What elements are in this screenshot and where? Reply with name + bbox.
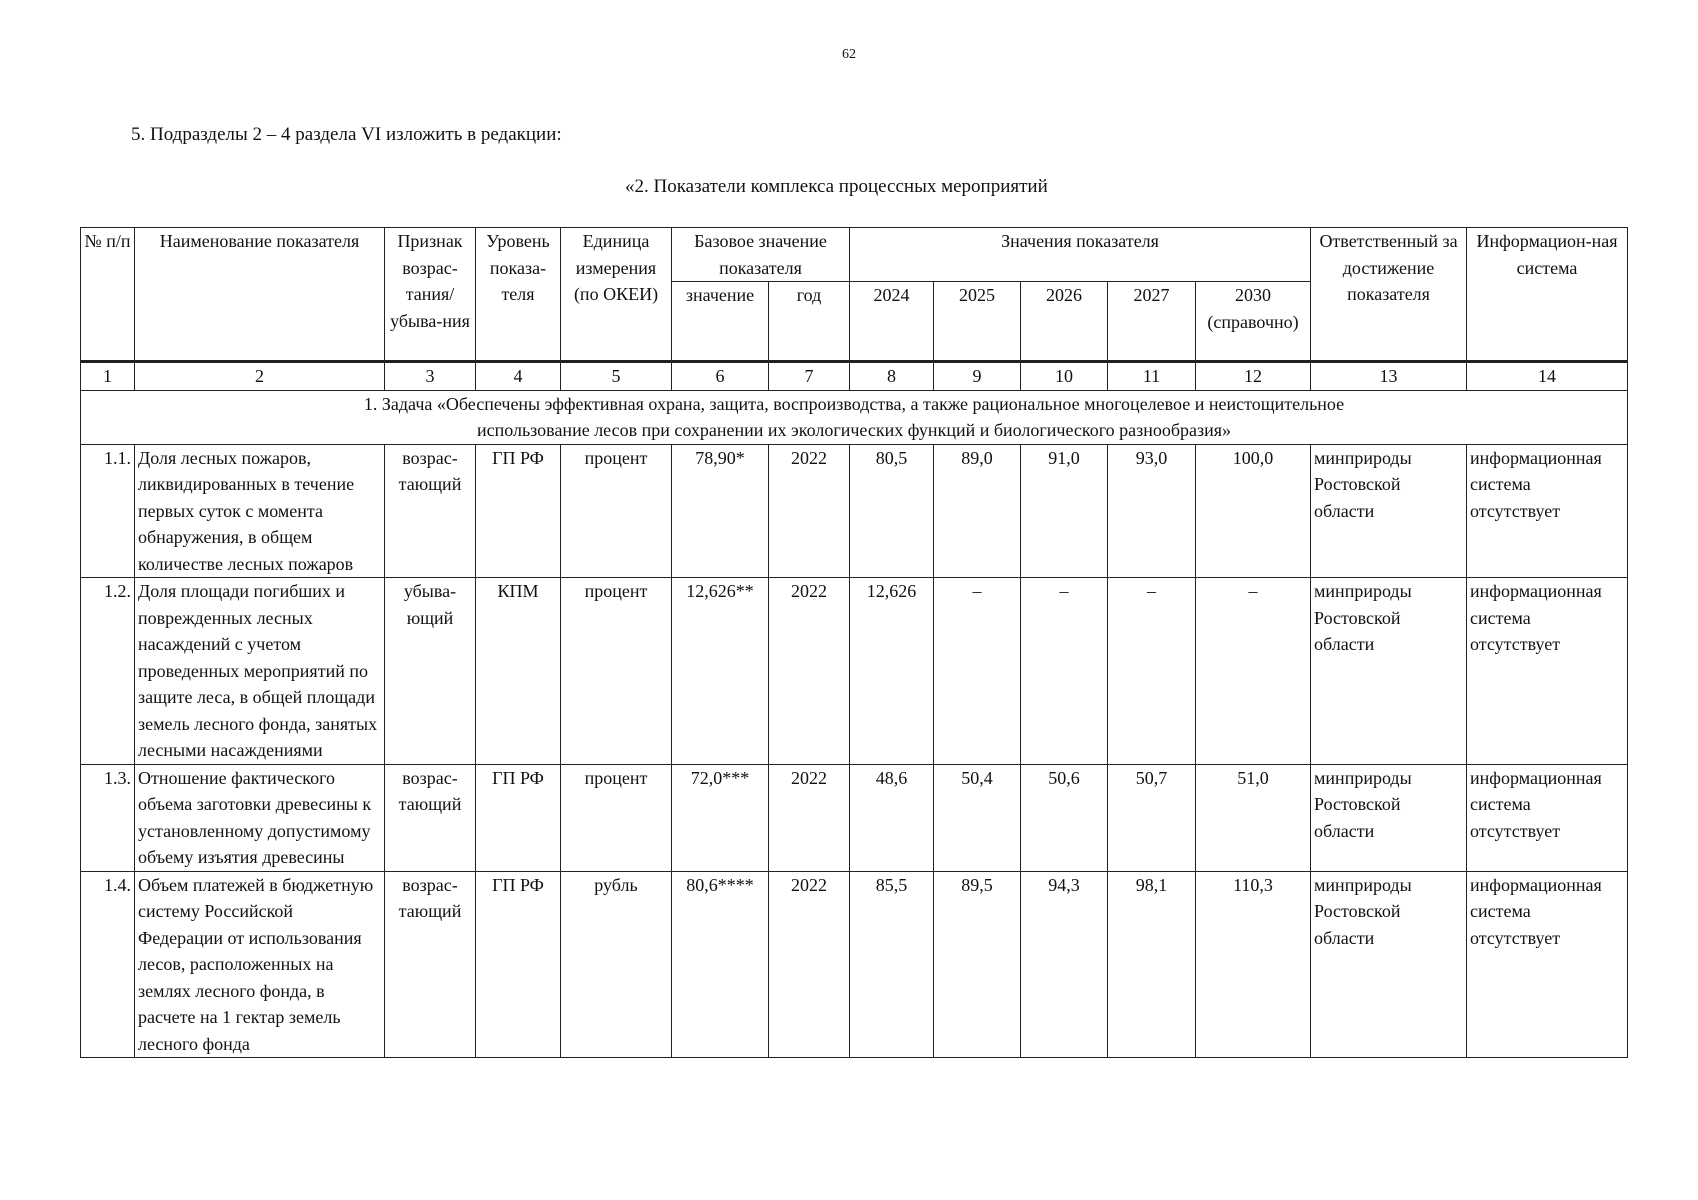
row-base-value: 72,0*** — [672, 764, 769, 871]
column-number: 13 — [1311, 362, 1467, 391]
row-value-2030: – — [1196, 578, 1311, 765]
row-num: 1.4. — [81, 871, 135, 1058]
header-sign: Признак возрас-тания/ убыва-ния — [385, 228, 476, 362]
row-base-value: 80,6**** — [672, 871, 769, 1058]
table-title: «2. Показатели комплекса процессных мероприятий — [625, 176, 1048, 197]
header-unit: Единица измерения (по ОКЕИ) — [561, 228, 672, 362]
row-value-2026: – — [1021, 578, 1108, 765]
row-value-2030: 51,0 — [1196, 764, 1311, 871]
column-number: 14 — [1467, 362, 1628, 391]
row-level: ГП РФ — [476, 764, 561, 871]
row-base-value: 12,626** — [672, 578, 769, 765]
row-value-2030: 100,0 — [1196, 444, 1311, 578]
row-value-2025: 89,0 — [934, 444, 1021, 578]
row-value-2024: 48,6 — [850, 764, 934, 871]
row-base-year: 2022 — [769, 578, 850, 765]
table-row — [81, 578, 1628, 765]
header-year: 2024 — [850, 282, 934, 362]
header-year: 2025 — [934, 282, 1021, 362]
row-value-2024: 12,626 — [850, 578, 934, 765]
column-number: 10 — [1021, 362, 1108, 391]
column-number: 3 — [385, 362, 476, 391]
row-unit: рубль — [561, 871, 672, 1058]
header-name: Наименование показателя — [135, 228, 385, 362]
row-sign: убыва-ющий — [385, 578, 476, 765]
row-unit: процент — [561, 578, 672, 765]
row-value-2030: 110,3 — [1196, 871, 1311, 1058]
header-level: Уровень показа-теля — [476, 228, 561, 362]
column-number: 5 — [561, 362, 672, 391]
header-base-value: значение — [672, 282, 769, 362]
table-row — [81, 764, 1628, 871]
row-base-year: 2022 — [769, 444, 850, 578]
row-value-2026: 91,0 — [1021, 444, 1108, 578]
row-value-2026: 50,6 — [1021, 764, 1108, 871]
header-num: № п/п — [81, 228, 135, 362]
row-info-system: информационная система отсутствует — [1467, 444, 1628, 578]
column-number: 1 — [81, 362, 135, 391]
row-name: Доля площади погибших и поврежденных лесных насаждений с учетом проведенных мероприятий по защите леса, в общей площади земель лесного фонда, занятых лесными насаждениями — [135, 578, 385, 765]
column-number: 9 — [934, 362, 1021, 391]
row-num: 1.3. — [81, 764, 135, 871]
row-value-2024: 85,5 — [850, 871, 934, 1058]
row-level: КПМ — [476, 578, 561, 765]
row-unit: процент — [561, 764, 672, 871]
column-number: 12 — [1196, 362, 1311, 391]
row-name: Объем платежей в бюджетную систему Российской Федерации от использования лесов, расположенных на землях лесного фонда, в расчете на 1 гектар земель лесного фонда — [135, 871, 385, 1058]
row-value-2027: 93,0 — [1108, 444, 1196, 578]
row-sign: возрас-тающий — [385, 764, 476, 871]
intro-text: 5. Подразделы 2 – 4 раздела VI изложить в редакции: — [131, 124, 562, 145]
row-value-2025: 50,4 — [934, 764, 1021, 871]
row-responsible: минприроды Ростовской области — [1311, 444, 1467, 578]
header-base-year: год — [769, 282, 850, 362]
header-year: 2030 (справочно) — [1196, 282, 1311, 362]
indicators-table — [80, 227, 1628, 1058]
row-value-2025: 89,5 — [934, 871, 1021, 1058]
header-row-1 — [81, 228, 1628, 282]
row-num: 1.1. — [81, 444, 135, 578]
header-info-system: Информацион-ная система — [1467, 228, 1628, 362]
row-responsible: минприроды Ростовской области — [1311, 764, 1467, 871]
row-info-system: информационная система отсутствует — [1467, 871, 1628, 1058]
row-value-2027: 50,7 — [1108, 764, 1196, 871]
row-responsible: минприроды Ростовской области — [1311, 578, 1467, 765]
row-name: Отношение фактического объема заготовки древесины к установленному допустимому объему изъятия древесины — [135, 764, 385, 871]
header-year: 2026 — [1021, 282, 1108, 362]
header-values: Значения показателя — [850, 228, 1311, 282]
row-unit: процент — [561, 444, 672, 578]
row-value-2027: 98,1 — [1108, 871, 1196, 1058]
table-row — [81, 444, 1628, 578]
row-value-2025: – — [934, 578, 1021, 765]
row-info-system: информационная система отсутствует — [1467, 764, 1628, 871]
row-base-year: 2022 — [769, 764, 850, 871]
column-number: 6 — [672, 362, 769, 391]
column-number: 8 — [850, 362, 934, 391]
header-responsible: Ответственный за достижение показателя — [1311, 228, 1467, 362]
row-value-2024: 80,5 — [850, 444, 934, 578]
row-base-value: 78,90* — [672, 444, 769, 578]
row-level: ГП РФ — [476, 871, 561, 1058]
task-text: 1. Задача «Обеспечены эффективная охрана, защита, воспроизводства, а также рациональное многоцелевое и неистощительное использование лесов при сохранении их экологических функций и биологического разнообразия» — [81, 390, 1628, 444]
column-number: 4 — [476, 362, 561, 391]
column-number: 11 — [1108, 362, 1196, 391]
row-base-year: 2022 — [769, 871, 850, 1058]
row-responsible: минприроды Ростовской области — [1311, 871, 1467, 1058]
column-number: 2 — [135, 362, 385, 391]
page-number: 62 — [842, 47, 856, 62]
row-level: ГП РФ — [476, 444, 561, 578]
row-value-2027: – — [1108, 578, 1196, 765]
row-sign: возрас-тающий — [385, 444, 476, 578]
row-num: 1.2. — [81, 578, 135, 765]
row-value-2026: 94,3 — [1021, 871, 1108, 1058]
row-sign: возрас-тающий — [385, 871, 476, 1058]
header-year: 2027 — [1108, 282, 1196, 362]
column-numbers-row — [81, 362, 1628, 391]
column-number: 7 — [769, 362, 850, 391]
task-row — [81, 390, 1628, 444]
header-base: Базовое значение показателя — [672, 228, 850, 282]
row-name: Доля лесных пожаров, ликвидированных в течение первых суток с момента обнаружения, в общем количестве лесных пожаров — [135, 444, 385, 578]
table-row — [81, 871, 1628, 1058]
row-info-system: информационная система отсутствует — [1467, 578, 1628, 765]
